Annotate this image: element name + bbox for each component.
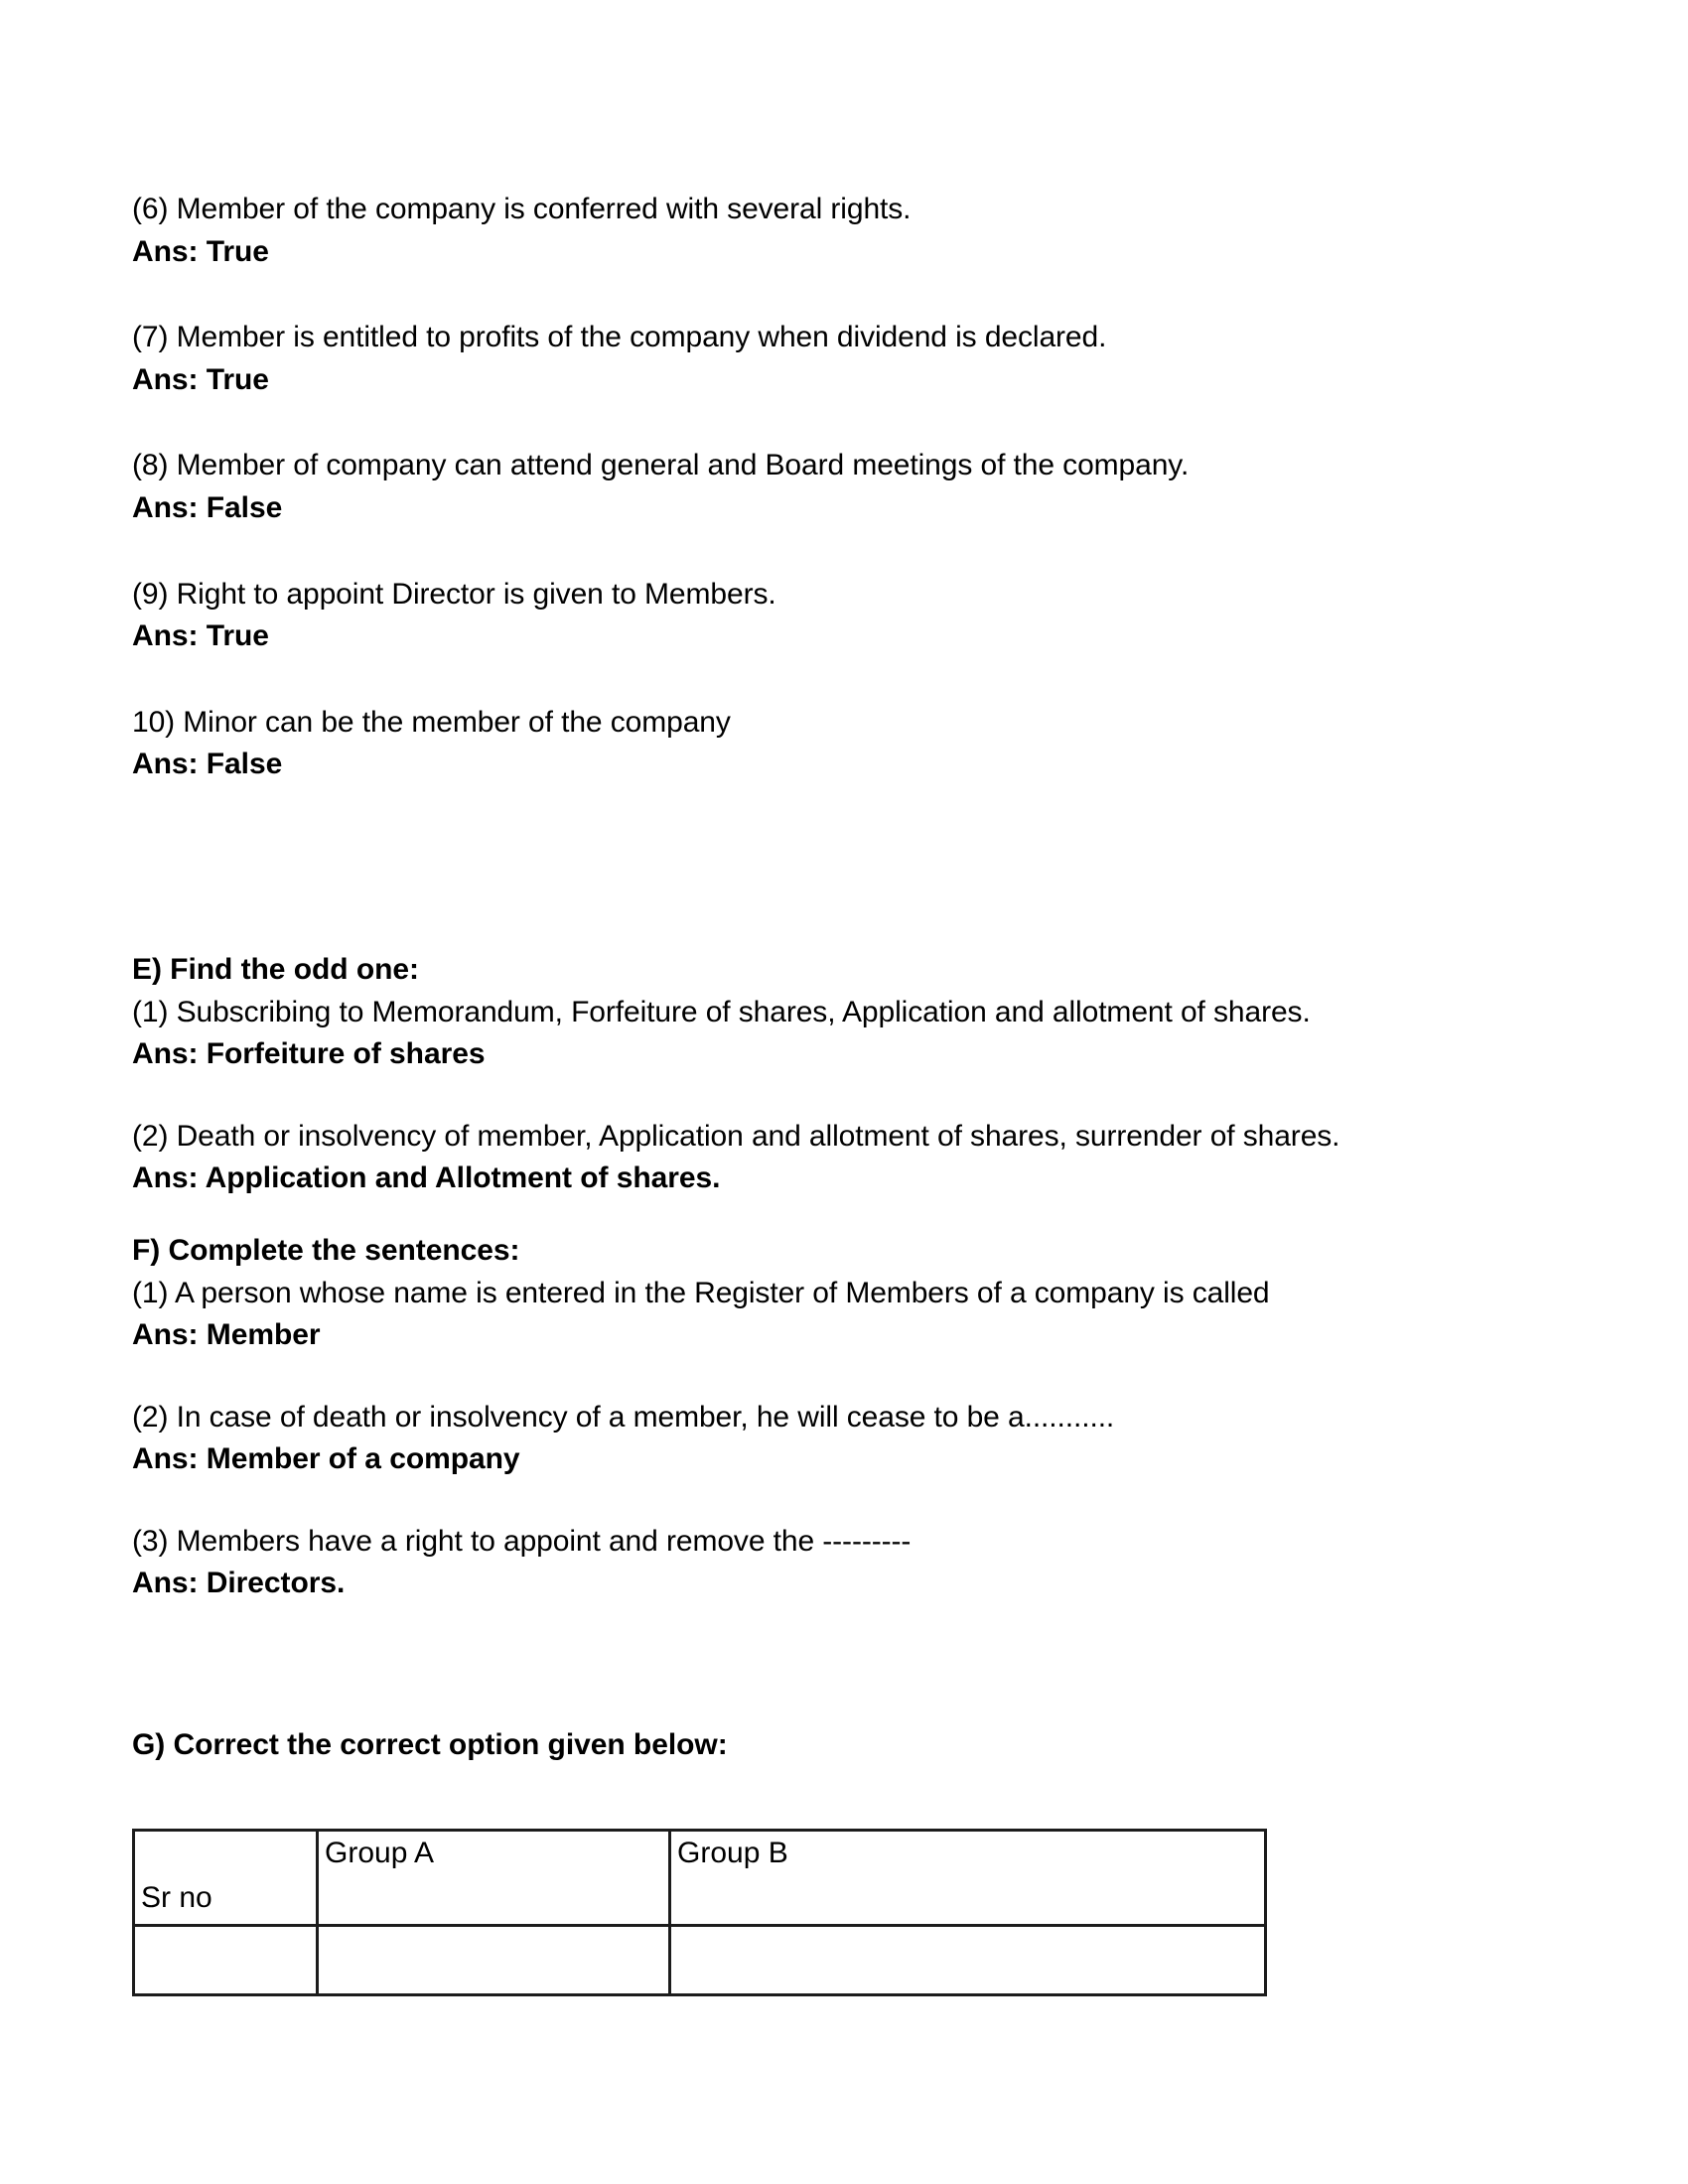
answer-text: Ans: False [132, 748, 283, 781]
table-cell-group-a [318, 1925, 670, 1994]
question-text: (9) Right to appoint Director is given to Members. [132, 577, 776, 611]
question-text: (8) Member of company can attend general and Board meetings of the company. [132, 449, 1190, 482]
answer-text: Ans: True [132, 234, 269, 268]
table-cell-sr-no [134, 1925, 318, 1994]
answer-text: Ans: True [132, 362, 269, 396]
question-block [132, 1116, 1542, 1200]
question-text: (1) Subscribing to Memorandum, Forfeiture of shares, Application and allotment of shares. [132, 995, 1311, 1028]
question-block [132, 574, 1542, 658]
section-spacer [132, 830, 1542, 949]
page-content [132, 189, 1542, 1996]
answer-text: Ans: Member [132, 1318, 321, 1352]
table-header-group-b-label: Group B [677, 1836, 788, 1869]
table-header-group-a [318, 1830, 670, 1925]
question-block [132, 317, 1542, 401]
question-block [132, 445, 1542, 529]
question-text: (2) In case of death or insolvency of a member, he will cease to be a........... [132, 1400, 1115, 1433]
group-match-table [132, 1829, 1267, 1996]
question-block [132, 1273, 1542, 1357]
answer-text: Ans: Forfeiture of shares [132, 1037, 486, 1071]
section-g [132, 1724, 1542, 1996]
question-text: (7) Member is entitled to profits of the company when dividend is declared. [132, 321, 1107, 354]
section-f [132, 1230, 1542, 1605]
question-text: 10) Minor can be the member of the company [132, 705, 731, 739]
question-block [132, 189, 1542, 273]
answer-text: Ans: Directors. [132, 1567, 346, 1600]
answer-text: Ans: Member of a company [132, 1442, 520, 1476]
question-text: (2) Death or insolvency of member, Application and allotment of shares, surrender of shares. [132, 1119, 1340, 1153]
table-header-sr-no-label: Sr no [141, 1880, 212, 1914]
question-text: (1) A person whose name is entered in the Register of Members of a company is called [132, 1276, 1270, 1309]
section-e-heading: E) Find the odd one: [132, 952, 419, 986]
answer-text: Ans: False [132, 490, 283, 524]
table-spacer [132, 1767, 1542, 1829]
section-spacer [132, 1605, 1542, 1724]
question-block [132, 1397, 1542, 1481]
table-header-row [134, 1830, 1266, 1925]
section-e [132, 949, 1542, 1200]
section-spacer [132, 1200, 1542, 1230]
question-text: (6) Member of the company is conferred with several rights. [132, 193, 912, 225]
section-f-heading: F) Complete the sentences: [132, 1233, 520, 1267]
table-row [134, 1925, 1266, 1994]
true-false-section [132, 189, 1542, 786]
table-header-sr-no [134, 1830, 318, 1925]
section-g-heading: G) Correct the correct option given below: [132, 1728, 728, 1762]
answer-text: Ans: Application and Allotment of shares. [132, 1161, 721, 1195]
answer-text: Ans: True [132, 619, 269, 653]
table-header-group-b [670, 1830, 1266, 1925]
question-block [132, 702, 1542, 786]
question-block [132, 1521, 1542, 1605]
table-cell-group-b [670, 1925, 1266, 1994]
table-header-group-a-label: Group A [325, 1836, 435, 1869]
question-block [132, 992, 1542, 1076]
question-text: (3) Members have a right to appoint and remove the --------- [132, 1524, 912, 1558]
